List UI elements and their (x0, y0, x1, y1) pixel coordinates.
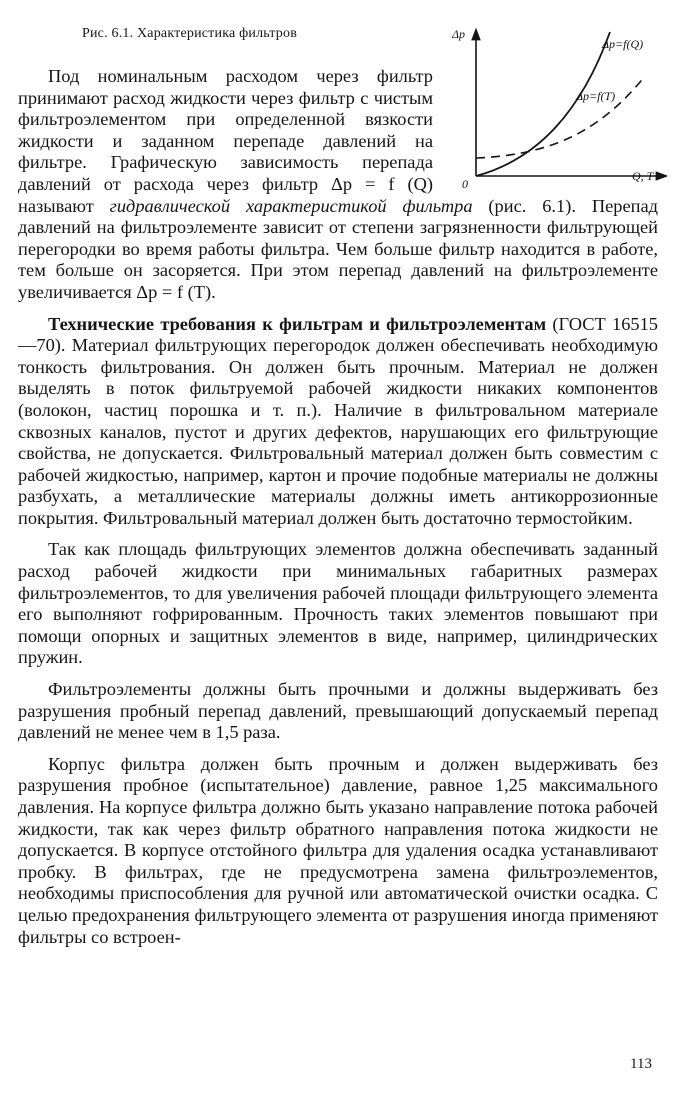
paragraph-1-text-a: Под номинальным расходом через фильтр принимают расход жидкости через фильтр с чистым фильтроэлементом при определенной вязкости жидкости и заданном перепаде давлений на фильтре. Графическую зависимость перепада давлений от расхода через фильтр Δp = f (Q) называют (18, 66, 433, 216)
paragraph-5: Корпус фильтра должен быть прочным и должен выдерживать без разрушения пробное (испытательное) давление, равное 1,25 максимального давления. На корпусе фильтра должно быть указано направление потока рабочей жидкости, так как через фильтр обратного направления потока жидкости не допускается. В корпусе отстойного фильтра для удаления осадка устанавливают пробку. В фильтрах, где не предусмотрена замена фильтроэлементов, необходимы приспособления для ручной или автоматической очистки осадка. С целью предохранения фильтрующего элемента от разрушения иногда применяют фильтры со встроен- (18, 753, 658, 947)
paragraph-3: Так как площадь фильтрующих элементов должна обеспечивать заданный расход рабочей жидкости при минимальных габаритных размерах фильтроэлементов, то для увеличения рабочей площади фильтрующего элемента его выполняют гофрированным. Прочность таких элементов повышают при помощи опорных и защитных элементов в виде, например, цилиндрических пружин. (18, 539, 658, 668)
paragraph-2 (18, 314, 658, 530)
curve-dp-f-q-label: Δp=f(Q) (602, 37, 644, 51)
paragraph-2-text: (ГОСТ 16515—70). Материал фильтрующих перегородок должен обеспечивать необходимую тонкость фильтрования. Он должен быть прочным. Материал не должен выделять в поток фильтруемой рабочей жидкости никаких компонентов (волокон, частиц порошка и т. п.). Наличие в фильтровальном материале сквозных каналов, пустот и других дефектов, нарушающих его фильтрующие свойства, не допускается. Фильтровальный материал должен быть совместим с рабочей жидкостью, например, картон и прочие подобные материалы не должны разбухать, а металлические материалы должны иметь антикоррозионные покрытия. Фильтровальный материал должен быть достаточно термостойким. (18, 313, 658, 528)
paragraph-1 (18, 66, 658, 304)
paragraph-2-heading: Технические требования к фильтрам и фильтроэлементам (48, 313, 547, 334)
paragraph-1-term: гидравлической характеристикой фильтра (109, 195, 473, 216)
curve-dp-f-t-label: Δp=f(T) (576, 89, 616, 103)
x-axis-label: Q, T (632, 169, 654, 183)
paragraph-1-text-b: (рис. 6.1). Перепад давлений на фильтроэлементе зависит от степени загрязненности фильтрующей перегородки во время работы фильтра. Чем больше фильтр находится в работе, тем больше он засоряется. При этом перепад давлений на фильтроэлементе увеличивается Δp = f (T). (18, 195, 658, 302)
paragraph-4: Фильтроэлементы должны быть прочными и должны выдерживать без разрушения пробный перепад давлений, превышающий допускаемый перепад давлений не менее чем в 1,5 раза. (18, 679, 658, 743)
figure-caption: Рис. 6.1. Характеристика фильтров (82, 26, 298, 41)
page-number: 113 (630, 1056, 652, 1072)
main-text (18, 66, 658, 948)
y-axis-label: Δp (452, 27, 466, 41)
origin-label: 0 (462, 177, 468, 191)
